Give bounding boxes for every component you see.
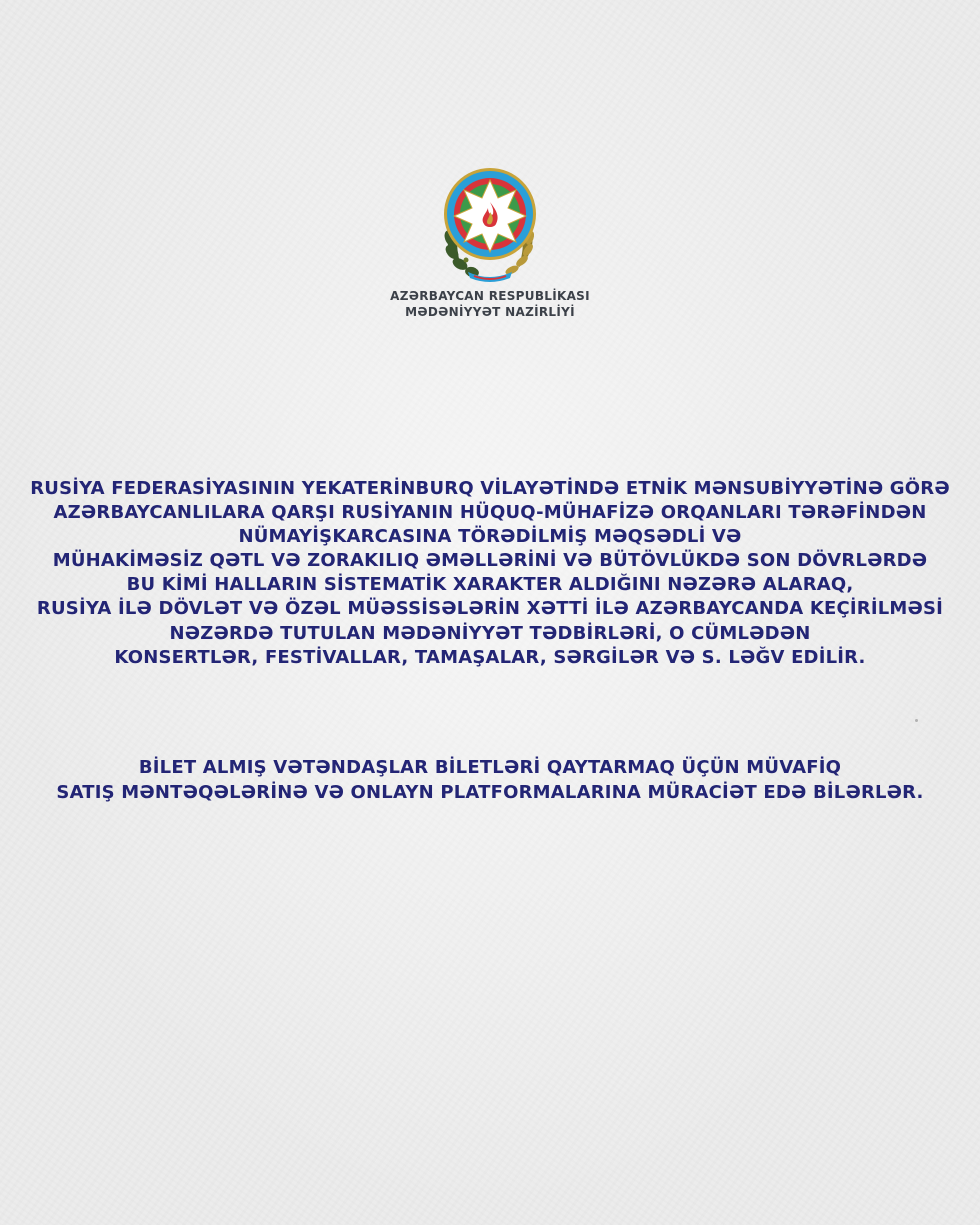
statement-line: RUSİYA İLƏ DÖVLƏT VƏ ÖZƏL MÜƏSSİSƏLƏRİN XƏTTİ İLƏ AZƏRBAYCANDA KEÇİRİLMƏSİ <box>36 598 944 620</box>
statement-line: KONSERTLƏR, FESTİVALLAR, TAMAŞALAR, SƏRGİLƏR VƏ S. LƏĞV EDİLİR. <box>114 646 866 668</box>
ticket-refund-notice <box>30 755 950 805</box>
paper-speck <box>915 719 918 722</box>
statement-line: BU KİMİ HALLARIN SİSTEMATİK XARAKTER ALDIĞINI NƏZƏRƏ ALARAQ, <box>126 574 854 596</box>
cancellation-statement <box>30 477 950 670</box>
statement-line: NƏZƏRDƏ TUTULAN MƏDƏNİYYƏT TƏDBİRLƏRİ, O CÜMLƏDƏN <box>169 622 811 644</box>
statement-line: RUSİYA FEDERASİYASININ YEKATERİNBURQ VİLAYƏTİNDƏ ETNİK MƏNSUBİYYƏTİNƏ GÖRƏ <box>30 478 950 499</box>
ministry-name-line2: MƏDƏNİYYƏT NAZİRLİYİ <box>405 305 575 319</box>
statement-line: AZƏRBAYCANLILARA QARŞI RUSİYANIN HÜQUQ-MÜHAFİZƏ ORQANLARI TƏRƏFİNDƏN <box>53 502 927 524</box>
statement-line: MÜHAKİMƏSİZ QƏTL VƏ ZORAKILIQ ƏMƏLLƏRİNİ VƏ BÜTÖVLÜKDƏ SON DÖVRLƏRDƏ <box>52 550 928 572</box>
ministry-name <box>340 288 640 320</box>
statement-line: NÜMAYİŞKARCASINA TÖRƏDİLMİŞ MƏQSƏDLİ VƏ <box>238 526 742 548</box>
azerbaijan-state-emblem-icon <box>438 164 542 284</box>
notice-line: SATIŞ MƏNTƏQƏLƏRİNƏ VƏ ONLAYN PLATFORMALARINA MÜRACİƏT EDƏ BİLƏRLƏR. <box>56 782 924 803</box>
notice-line: BİLET ALMIŞ VƏTƏNDAŞLAR BİLETLƏRİ QAYTARMAQ ÜÇÜN MÜVAFİQ <box>138 757 842 778</box>
ministry-name-line1: AZƏRBAYCAN RESPUBLİKASI <box>390 289 590 303</box>
